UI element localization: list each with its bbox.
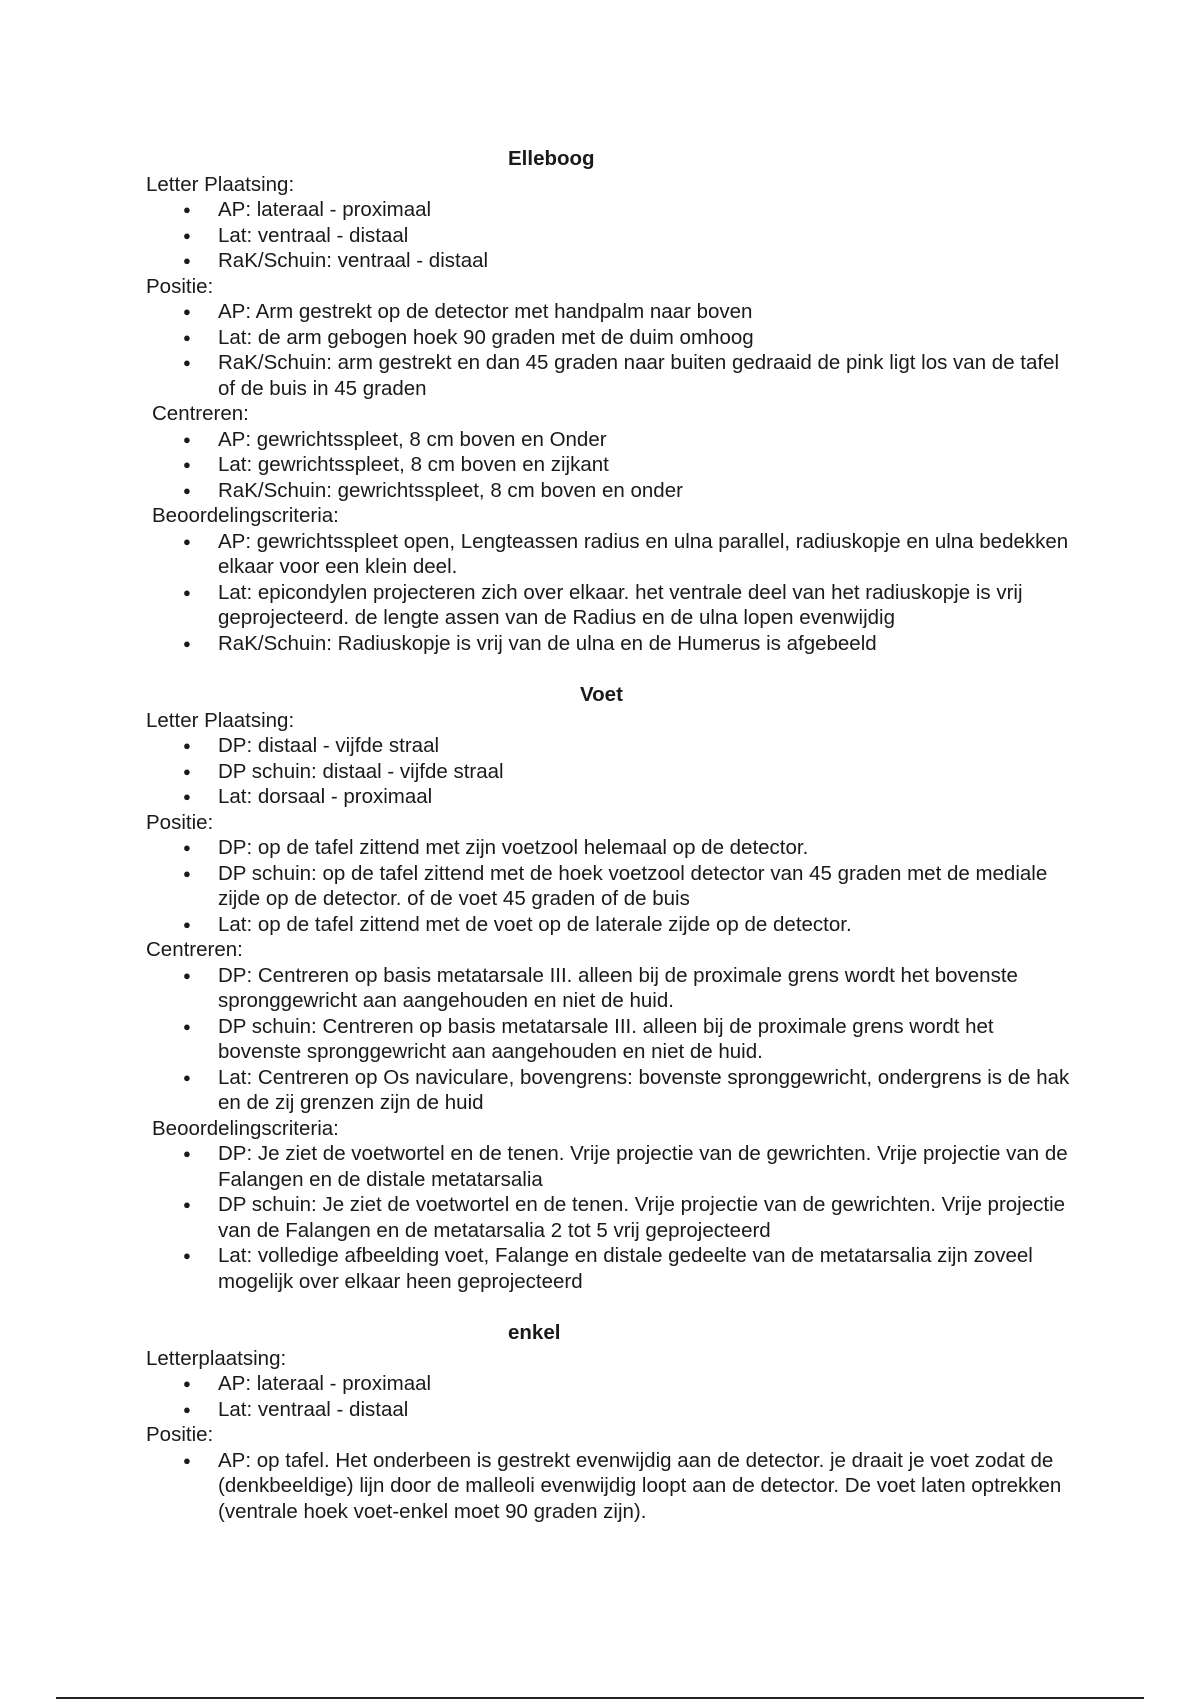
section-enkel [146, 1320, 1076, 1524]
list-item: ● Lat: ventraal - distaal [146, 1397, 1076, 1423]
list-item: ● RaK/Schuin: gewrichtsspleet, 8 cm boven en onder [146, 478, 1076, 504]
list-item: ● Lat: ventraal - distaal [146, 223, 1076, 249]
list-item: ● RaK/Schuin: Radiuskopje is vrij van de ulna en de Humerus is afgebeeld [146, 631, 1076, 657]
section-elleboog [146, 146, 1076, 656]
page-bottom-rule [56, 1697, 1144, 1699]
group-heading: Letterplaatsing: [146, 1346, 287, 1370]
bullet-list [146, 1448, 1076, 1525]
list-item: ● AP: Arm gestrekt op de detector met handpalm naar boven [146, 299, 1076, 325]
bullet-list [146, 1371, 1076, 1422]
list-item: ● Lat: dorsaal - proximaal [146, 784, 1076, 810]
list-item: ● AP: gewrichtsspleet open, Lengteassen radius en ulna parallel, radiuskopje en ulna bedekken elkaar voor een klein deel. [146, 529, 1076, 580]
section-title: Voet [580, 683, 623, 706]
list-item: ● DP: distaal - vijfde straal [146, 733, 1076, 759]
document-body [146, 146, 1076, 1524]
list-item: ● AP: op tafel. Het onderbeen is gestrekt evenwijdig aan de detector. je draait je voet zodat de (denkbeeldige) lijn door de malleoli evenwijdig loopt aan de detector. De voet laten optrekken (ventrale hoek voet-enkel moet 90 graden zijn). [146, 1448, 1076, 1525]
group-heading: Letter Plaatsing: [146, 708, 295, 732]
list-item: ● AP: lateraal - proximaal [146, 1371, 1076, 1397]
list-item: ● DP: op de tafel zittend met zijn voetzool helemaal op de detector. [146, 835, 1076, 861]
bullet-list [146, 1141, 1076, 1294]
group-heading: Centreren: [152, 402, 249, 425]
list-item: ● Lat: epicondylen projecteren zich over elkaar. het ventrale deel van het radiuskopje is vrij geprojecteerd. de lengte assen van de Radius en de ulna lopen evenwijdig [146, 580, 1076, 631]
group-heading: Positie: [146, 274, 214, 298]
group-heading: Beoordelingscriteria: [152, 504, 339, 527]
list-item: ● Lat: gewrichtsspleet, 8 cm boven en zijkant [146, 452, 1076, 478]
list-item: ● Lat: de arm gebogen hoek 90 graden met de duim omhoog [146, 325, 1076, 351]
list-item: ● DP schuin: distaal - vijfde straal [146, 759, 1076, 785]
group-heading: Beoordelingscriteria: [152, 1116, 339, 1140]
section-title: Elleboog [508, 147, 595, 170]
section-spacer [146, 656, 1076, 682]
list-item: ● DP schuin: op de tafel zittend met de hoek voetzool detector van 45 graden met de mediale zijde op de detector. of de voet 45 graden of de buis [146, 861, 1076, 912]
list-item: ● DP: Centreren op basis metatarsale III. alleen bij de proximale grens wordt het bovenste spronggewricht aan aangehouden en niet de huid. [146, 963, 1076, 1014]
group-heading: Positie: [146, 1423, 214, 1446]
bullet-list [146, 529, 1076, 657]
bullet-list [146, 427, 1076, 504]
bullet-list [146, 299, 1076, 401]
section-title: enkel [508, 1321, 561, 1344]
group-heading: Letter Plaatsing: [146, 172, 295, 196]
section-voet [146, 682, 1076, 1294]
list-item: ● DP schuin: Je ziet de voetwortel en de tenen. Vrije projectie van de gewrichten. Vrije projectie van de Falangen en de metatarsalia 2 tot 5 vrij geprojecteerd [146, 1192, 1076, 1243]
list-item: ● AP: lateraal - proximaal [146, 197, 1076, 223]
list-item: ● AP: gewrichtsspleet, 8 cm boven en Onder [146, 427, 1076, 453]
group-heading: Centreren: [146, 938, 243, 961]
list-item: ● Lat: op de tafel zittend met de voet op de laterale zijde op de detector. [146, 912, 1076, 938]
bullet-list [146, 733, 1076, 810]
bullet-list [146, 197, 1076, 274]
list-item: ● DP schuin: Centreren op basis metatarsale III. alleen bij de proximale grens wordt het bovenste spronggewricht aan aangehouden en niet de huid. [146, 1014, 1076, 1065]
list-item: ● RaK/Schuin: arm gestrekt en dan 45 graden naar buiten gedraaid de pink ligt los van de tafel of de buis in 45 graden [146, 350, 1076, 401]
group-heading: Positie: [146, 810, 214, 834]
bullet-list [146, 835, 1076, 937]
list-item: ● DP: Je ziet de voetwortel en de tenen. Vrije projectie van de gewrichten. Vrije projectie van de Falangen en de distale metatarsalia [146, 1141, 1076, 1192]
list-item: ● Lat: volledige afbeelding voet, Falange en distale gedeelte van de metatarsalia zijn zoveel mogelijk over elkaar heen geprojecteerd [146, 1243, 1076, 1294]
section-spacer [146, 1294, 1076, 1320]
list-item: ● RaK/Schuin: ventraal - distaal [146, 248, 1076, 274]
list-item: ● Lat: Centreren op Os naviculare, bovengrens: bovenste spronggewricht, ondergrens is de hak en de zij grenzen zijn de huid [146, 1065, 1076, 1116]
bullet-list [146, 963, 1076, 1116]
